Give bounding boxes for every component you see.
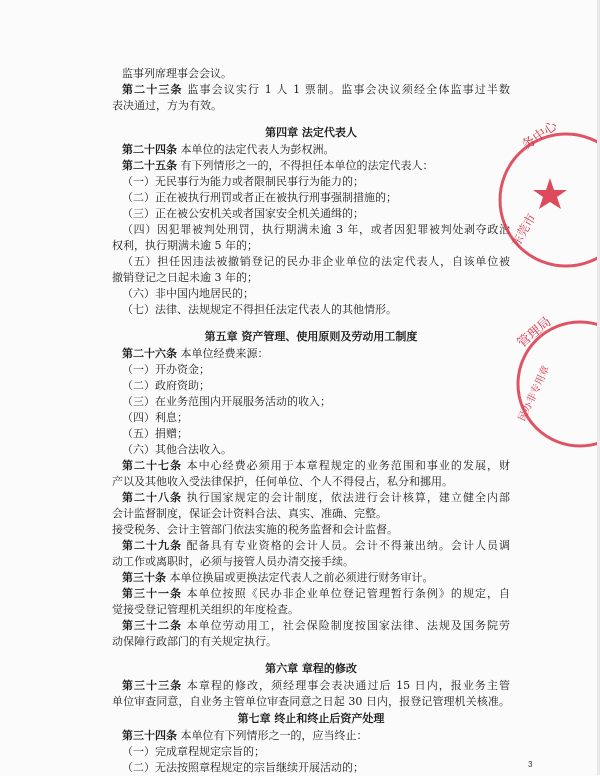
line-text: 监事会议实行 1 人 1 票制。监事会决议须经全体监事过半数: [182, 83, 510, 96]
official-seal-bottom: [500, 314, 600, 448]
line-text: 接受税务、会计主管部门依法实施的税务监督和会计监督。: [112, 523, 398, 536]
text-line: [112, 222, 510, 238]
text-line: [112, 98, 510, 114]
official-seal-top: [488, 120, 600, 280]
text-line: [112, 362, 510, 378]
line-text: 产以及其他收入受法律保护，任何单位、个人不得侵占，私分和挪用。: [112, 475, 453, 488]
line-text: 本单位劳动用工，社会保险制度按国家法律、法规及国务院劳: [182, 619, 510, 632]
line-text: （五）担任因违法被撤销登记的民办非企业单位的法定代表人，自该单位被: [122, 255, 510, 268]
article-number: 第三十三条: [122, 679, 183, 692]
line-text: 第四章 法定代表人: [265, 126, 357, 139]
chapter-heading: [112, 124, 510, 142]
text-line: [112, 586, 510, 602]
line-text: 本单位经费来源：: [177, 347, 269, 360]
line-text: 第六章 章程的修改: [265, 662, 357, 675]
text-line: [112, 694, 510, 710]
article-number: 第二十八条: [122, 491, 183, 504]
text-line: [112, 302, 510, 318]
seal-top-text: 管理局: [514, 314, 555, 352]
text-line: [112, 206, 510, 222]
text-line: [112, 602, 510, 618]
text-line: [112, 634, 510, 650]
text-line: [112, 474, 510, 490]
seal-bottom-text: 民办非专用章: [516, 364, 553, 424]
line-text: （六）其他合法收入。: [122, 443, 232, 456]
text-line: [112, 760, 510, 776]
text-line: [112, 744, 510, 760]
article-number: 第二十六条: [122, 347, 177, 360]
line-text: 监事列席理事会会议。: [122, 67, 232, 80]
text-line: [112, 174, 510, 190]
text-line: [112, 618, 510, 634]
text-line: [112, 394, 510, 410]
article-number: 第二十九条: [122, 539, 183, 552]
line-text: 第七章 终止和终止后资产处理: [237, 712, 385, 725]
line-text: （四）利息；: [122, 411, 188, 424]
article-number: 第三十一条: [122, 587, 183, 600]
line-text: 本单位有下列情形之一的，应当终止：: [177, 729, 368, 742]
text-line: [112, 346, 510, 362]
article-number: 第二十七条: [122, 459, 183, 472]
seal-bottom-text: 东莞市: [508, 211, 539, 250]
line-text: 有下列情形之一的，不得担任本单位的法定代表人：: [177, 159, 434, 172]
line-text: 配备具有专业资格的会计人员。会计不得兼出纳。会计人员调: [182, 539, 510, 552]
text-line: [112, 678, 510, 694]
text-line: [112, 570, 510, 586]
line-text: 本单位按照《民办非企业单位登记管理暂行条例》的规定，自: [182, 587, 510, 600]
line-text: 本单位换届或更换法定代表人之前必须进行财务审计。: [166, 571, 434, 584]
line-text: 第五章 资产管理、使用原则及劳动用工制度: [204, 330, 418, 343]
text-line: [112, 190, 510, 206]
line-text: （一）开办资金；: [122, 363, 210, 376]
article-number: 第二十四条: [122, 143, 177, 156]
line-text: （三）正在被公安机关或者国家安全机关通缉的；: [122, 207, 364, 220]
chapter-heading: [112, 710, 510, 728]
line-text: （六）非中国内地居民的；: [122, 287, 254, 300]
line-text: 会计监督制度，保证会计资料合法、真实、准确、完整。: [112, 507, 387, 520]
article-number: 第二十三条: [122, 83, 183, 96]
line-text: 执行国家规定的会计制度，依法进行会计核算，建立健全内部: [182, 491, 510, 504]
text-line: [112, 728, 510, 744]
text-line: [112, 538, 510, 554]
line-text: （七）法律、法规规定不得担任法定代表人的其他情形。: [122, 303, 397, 316]
text-line: [112, 554, 510, 570]
line-text: （五）捐赠；: [122, 427, 188, 440]
line-text: 动保障行政部门的有关规定执行。: [112, 635, 277, 648]
article-number: 第二十五条: [122, 159, 177, 172]
line-text: （二）政府资助；: [122, 379, 210, 392]
line-text: 本中心经费必须用于本章程规定的业务范围和事业的发展，财: [182, 459, 510, 472]
text-line: [112, 286, 510, 302]
line-text: 本章程的修改，须经理事会表决通过后 15 日内，报业务主管: [182, 679, 510, 692]
text-line: [112, 522, 510, 538]
text-line: [112, 410, 510, 426]
line-text: 单位审查同意，自业务主管单位审查同意之日起 30 日内，报登记管理机关核准。: [112, 695, 510, 708]
text-line: [112, 442, 510, 458]
chapter-heading: [112, 328, 510, 346]
page-number: 3: [528, 760, 533, 769]
seal-top-text: 务中心: [519, 118, 561, 154]
line-text: 动工作或离职时，必须与接管人员办清交接手续。: [112, 555, 354, 568]
text-line: [112, 158, 510, 174]
line-text: 撤销登记之日起未逾 3 年的；: [112, 271, 258, 284]
text-line: [112, 378, 510, 394]
chapter-heading: [112, 660, 510, 678]
line-text: （二）正在被执行刑罚或者正在被执行刑事强制措施的；: [122, 191, 397, 204]
article-number: 第三十四条: [122, 729, 177, 742]
line-text: （四）因犯罪被判处刑罚，执行期满未逾 3 年，或者因犯罪被判处剥夺政治: [122, 223, 510, 236]
text-line: [112, 426, 510, 442]
line-text: （一）完成章程规定宗旨的；: [122, 745, 265, 758]
line-text: （三）在业务范围内开展服务活动的收入；: [122, 395, 331, 408]
document-body: [112, 66, 510, 776]
article-number: 第三十条: [122, 571, 166, 584]
line-text: （一）无民事行为能力或者限制民事行为能力的；: [122, 175, 364, 188]
text-line: [112, 142, 510, 158]
line-text: （二）无法按照章程规定的宗旨继续开展活动的；: [122, 761, 364, 774]
article-number: 第三十二条: [122, 619, 183, 632]
text-line: [112, 66, 510, 82]
text-line: [112, 270, 510, 286]
text-line: [112, 238, 510, 254]
line-text: 表决通过，方为有效。: [112, 99, 222, 112]
text-line: [112, 506, 510, 522]
text-line: [112, 82, 510, 98]
line-text: 本单位的法定代表人为彭权洲。: [177, 143, 335, 156]
line-text: 权利，执行期满未逾 5 年的；: [112, 239, 258, 252]
text-line: [112, 458, 510, 474]
text-line: [112, 490, 510, 506]
line-text: 觉接受登记管理机关组织的年度检查。: [112, 603, 299, 616]
text-line: [112, 254, 510, 270]
